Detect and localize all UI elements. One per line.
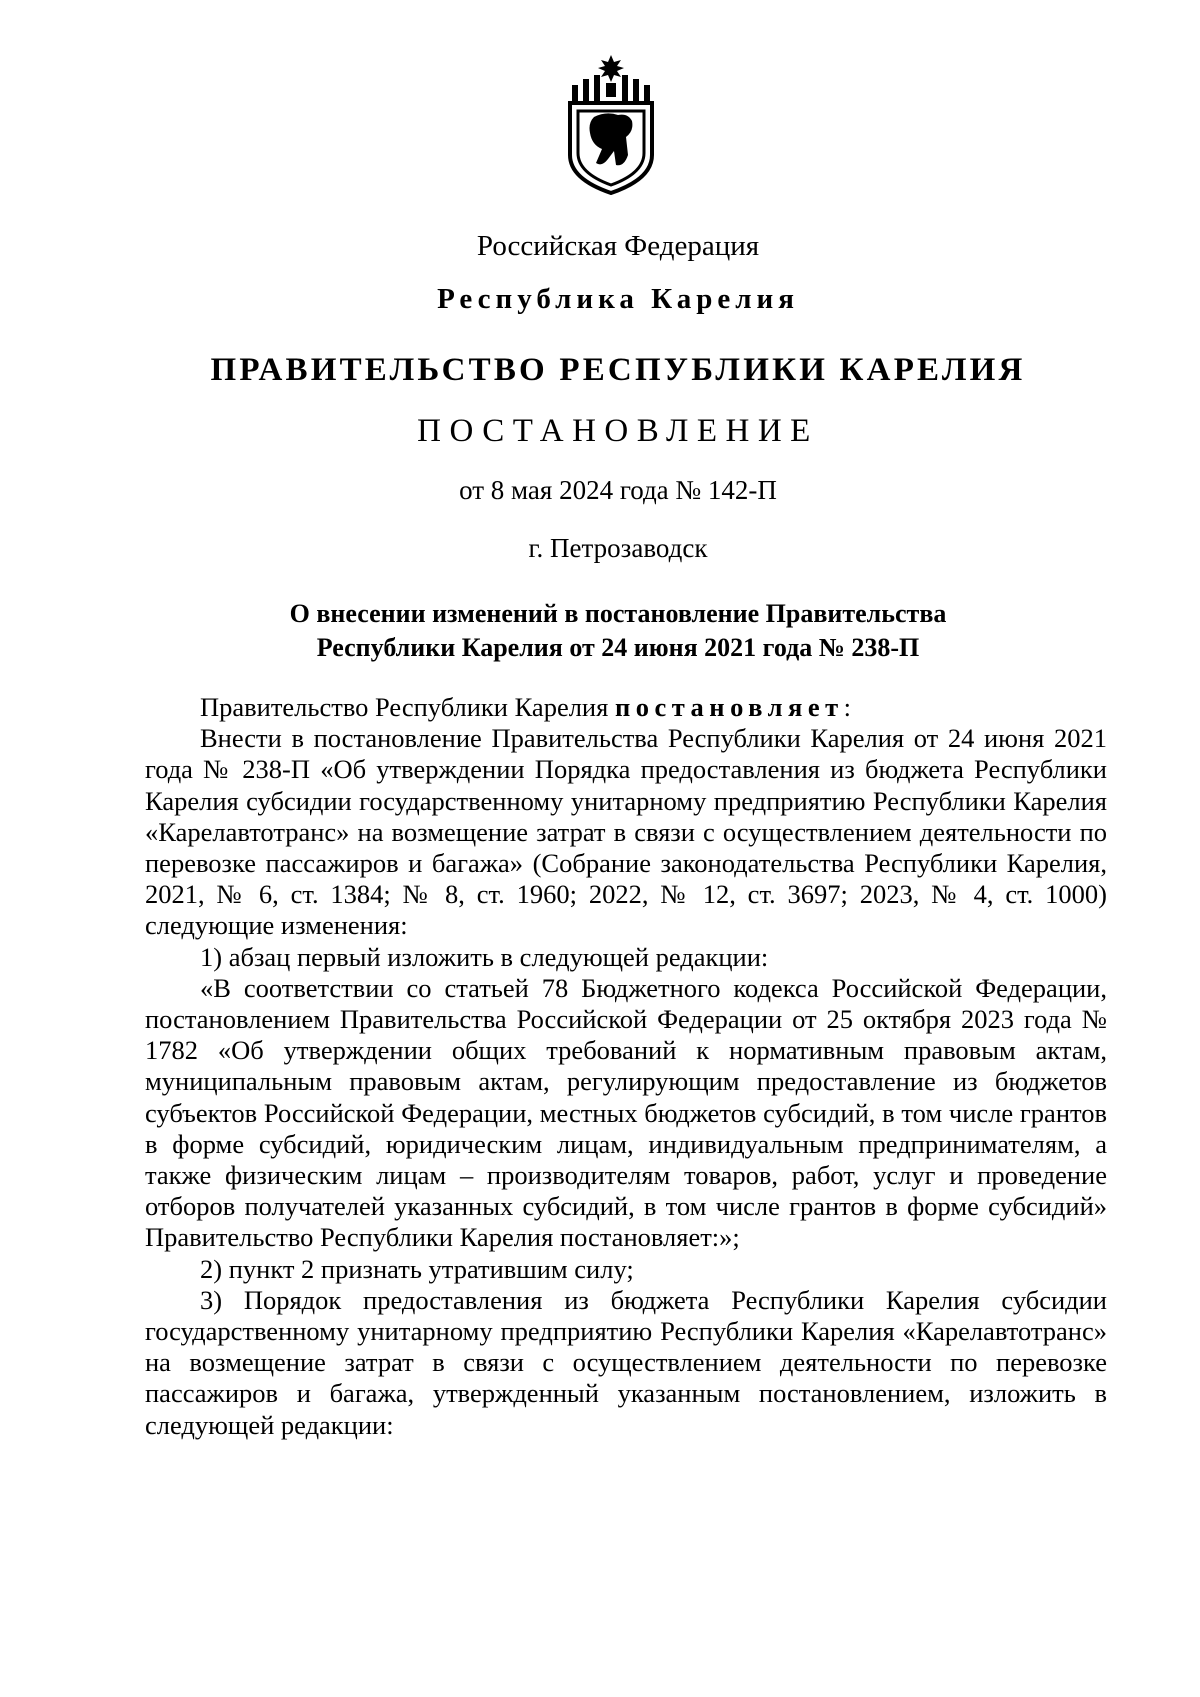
title-line-1: О внесении изменений в постановление Правительства [289, 599, 947, 628]
intro-lead: Правительство Республики Карелия [200, 692, 615, 722]
title-line-2: Республики Карелия от 24 июня 2021 года № 238-П [316, 633, 920, 662]
decree-date: от 8 мая 2024 года № 142-П [459, 475, 777, 505]
document-title [0, 597, 1200, 665]
federation-label: Российская Федерация [476, 230, 760, 262]
republic-label: Республика Карелия [437, 283, 799, 315]
city-label: г. Петрозаводск [528, 533, 708, 563]
quote-paragraph: «В соответствии со статьей 78 Бюджетного кодекса Российской Федерации, постановлением Правительства Российской Федерации от 25 октября 2023 года № 1782 «Об утверждении общих требований к нормативным правовым актам, муниципальным правовым актам, регулирующим предоставление из бюджетов субъектов Российской Федерации, местных бюджетов субсидий, в том числе грантов в форме субсидий, юридическим лицам, индивидуальным предпринимателям, а также физическим лицам – производителям товаров, работ, услуг и проведение отборов получателей указанных субсидий, в том числе грантов в форме субсидий» Правительство Республики Карелия постановляет:»; [145, 972, 1107, 1253]
karelia-coat-of-arms-icon [566, 55, 656, 195]
intro-resolves: постановляет [614, 692, 844, 722]
intro-paragraph [145, 692, 1107, 723]
item-2: 2) пункт 2 признать утратившим силу; [200, 1253, 634, 1284]
main-paragraph: Внести в постановление Правительства Республики Карелия от 24 июня 2021 года № 238-П «Об утверждении Порядка предоставления из бюджета Республики Карелия субсидии государственному унитарному предприятию Республики Карелия «Карелавтотранс» на возмещение затрат в связи с осуществлением деятельности по перевозке пассажиров и багажа» (Собрание законодательства Республики Карелия, 2021, № 6, ст. 1384; № 8, ст. 1960; 2022, № 12, ст. 3697; 2023, № 4, ст. 1000) следующие изменения: [145, 723, 1107, 941]
decree-heading: ПОСТАНОВЛЕНИЕ [417, 413, 819, 449]
government-heading: ПРАВИТЕЛЬСТВО РЕСПУБЛИКИ КАРЕЛИЯ [210, 352, 1026, 388]
intro-tail: : [843, 692, 851, 722]
item-3: 3) Порядок предоставления из бюджета Республики Карелия субсидии государственному унитарному предприятию Республики Карелия «Карелавтотранс» на возмещение затрат в связи с осуществлением деятельности по перевозке пассажиров и багажа, утвержденный указанным постановлением, изложить в следующей редакции: [145, 1284, 1107, 1440]
document-body [145, 692, 1107, 1441]
item-1: 1) абзац первый изложить в следующей редакции: [200, 941, 769, 972]
